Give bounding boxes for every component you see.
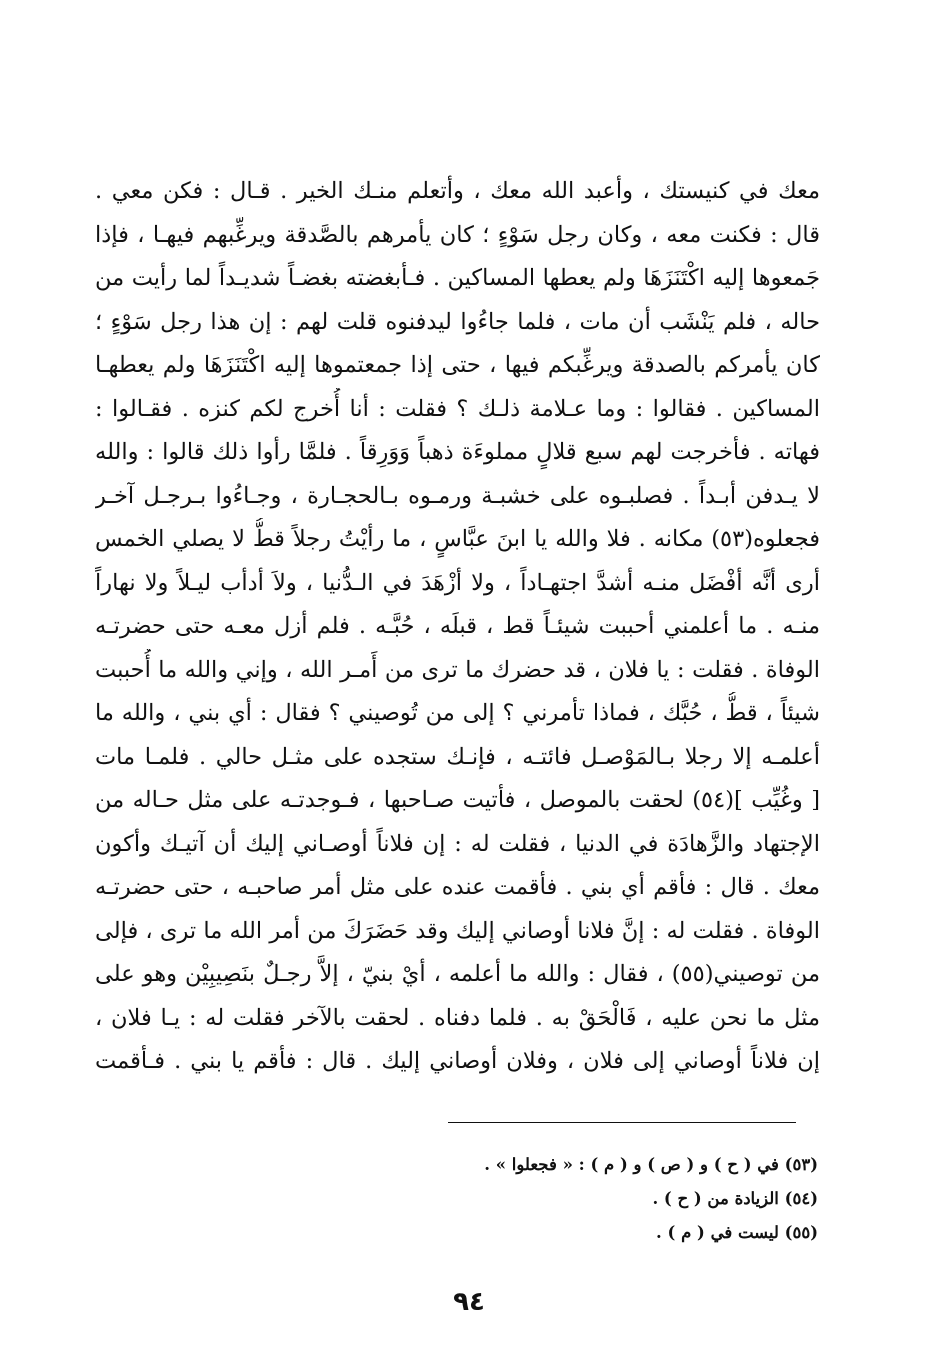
text-line: الوفاة . فقلت له : إنَّ فلانا أوصاني إليك وقد حَضَرَكَ من أمر الله ما ترى ، فإلى bbox=[95, 917, 820, 944]
text-line: مثل ما نحن عليه ، فَالْحَقْ به . فلما دفناه . لحقت بالآخر فقلت له : يـا فلان ، bbox=[95, 1004, 820, 1031]
text-line: منـه . ما أعلمني أحببت شيئـاً قط ، قبلَه ، حُبَّـه . فلم أزل معـه حتى حضرتـه bbox=[95, 613, 820, 639]
text-line: كان يأمركم بالصدقة ويرغِّبكم فيها ، حتى إذا جمعتموها إليه اكْتَنَزَهَا ولم يعطهـا bbox=[95, 352, 820, 378]
text-line: المساكين . فقالوا : وما عـلامة ذلـك ؟ فقلت : أنا أُخرج لكم كنزه . فقـالوا : bbox=[95, 395, 820, 422]
text-line: الإجتهاد والزَّهادَة في الدنيا ، فقلت له : إن فلاناً أوصـاني إليك أن آتيـك وأكون bbox=[95, 830, 820, 857]
text-line: معك في كنيستك ، وأعبد الله معك ، وأتعلم منـك الخير . قـال : فكن معي . bbox=[95, 178, 820, 204]
footnote-53: (٥٣) في ( ح ) و ( ص ) و ( م ) : « فجعلوا » . bbox=[484, 1155, 818, 1174]
text-line: فجعلوه(٥٣) مكانه . فلا والله يا ابنَ عبَّاسٍ ، ما رأيْتُ رجلاً قطُّ لا يصلي الخمس bbox=[95, 526, 820, 552]
text-line: فهاته . فأخرجت لهم سبع قلالٍ مملوءَة ذهباً وَوَرِقاً . فلمَّا رأوا ذلك قالوا : والله bbox=[95, 439, 820, 465]
footnotes-block bbox=[300, 1148, 818, 1250]
footnote-separator bbox=[448, 1122, 796, 1123]
text-line: حاله ، فلم يَنْشَب أن مات ، فلما جاءُوا ليدفنوه قلت لهم : إن هذا رجل سَوْءٍ ؛ bbox=[95, 308, 820, 335]
text-line: شيئاً ، قطُّ ، حُبَّك ، فماذا تأمرني ؟ إلى من تُوصيني ؟ فقال : أي بني ، والله ما bbox=[95, 700, 820, 726]
footnote-54: (٥٤) الزيادة من ( ح ) . bbox=[652, 1189, 818, 1208]
main-text-block bbox=[95, 170, 820, 1084]
text-line: الوفاة . فقلت : يا فلان ، قد حضرك ما ترى من أَمـر الله ، وإني والله ما أُحببت bbox=[95, 656, 820, 683]
text-line: إن فلاناً أوصاني إلى فلان ، وفلان أوصاني إليك . قال : فأقم يا بني . فـأقمت bbox=[95, 1048, 820, 1074]
text-line: أعلمـه إلا رجلا بـالمَوْصـل فائتـه ، فإنـك ستجده على مثـل حالي . فلمـا مات bbox=[95, 743, 820, 770]
text-line: من توصيني(٥٥) ، فقال : والله ما أعلمه ، أيْ بنيّ ، إلاَّ رجـلٌ بنَصِيبِيْن وهو على bbox=[95, 961, 820, 987]
text-line: جَمعوها إليه اكْتَنَزَهَا ولم يعطها المساكين . فـأبغضته بغضـاً شديـداً لما رأيت من bbox=[95, 265, 820, 291]
text-line: معك . قال : فأقم أي بني . فأقمت عنده على مثل أمر صاحبـه ، حتى حضرتـه bbox=[95, 874, 820, 900]
text-line: لا يـدفن أبـداً . فصلبـوه على خشبـة ورمـوه بـالحجـارة ، وجـاءُوا بـرجـل آخـر bbox=[95, 482, 820, 509]
text-line: [ وغُيِّب ](٥٤) لحقت بالموصل ، فأتيت صـاحبها ، فـوجدتـه على مثل حـاله من bbox=[95, 787, 820, 813]
text-line: أرى أنَّه أفْضَل منـه أشدَّ اجتهـاداً ، ولا أزْهَدَ في الـدُّنيا ، ولاَ أدأب ليـلاً ولا نهاراً bbox=[95, 569, 820, 596]
page-number: ٩٤ bbox=[453, 1287, 485, 1317]
footnote-55: (٥٥) ليست في ( م ) . bbox=[656, 1223, 818, 1242]
text-line: قال : فكنت معه ، وكان رجل سَوْءٍ ؛ كان يأمرهم بالصَّدقة ويرغِّبهم فيهـا ، فإذا bbox=[95, 221, 820, 248]
